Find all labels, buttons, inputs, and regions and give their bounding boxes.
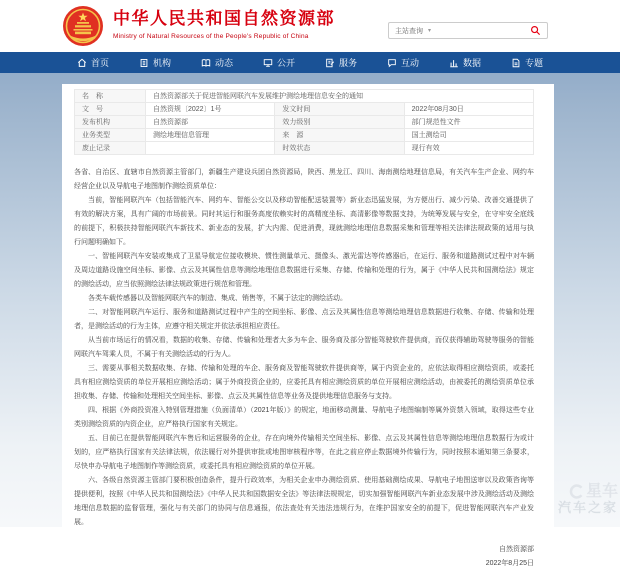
monitor-icon: [263, 58, 273, 68]
meta-value: 2022年08月30日: [404, 103, 533, 116]
nav-label: 公开: [276, 58, 295, 68]
meta-label: 业务类型: [75, 129, 146, 142]
table-row: [75, 116, 534, 129]
chevron-down-icon: ▾: [428, 28, 432, 34]
nav-label: 数据: [462, 58, 481, 68]
paragraph: 二、对智能网联汽车运行、服务和道路测试过程中产生的空间坐标、影像、点云及其属性信息等测绘地理信息数据进行收集、存储、传输和处理者，是测绘活动的行为主体，应遵守相关规定并依法承担相应责任。: [74, 309, 534, 330]
meta-value: [146, 142, 275, 155]
site-search[interactable]: [388, 22, 548, 39]
watermark: [558, 483, 618, 515]
meta-label: 文 号: [75, 103, 146, 116]
site-header: [0, 0, 620, 52]
search-scope-select[interactable]: 主站查询: [395, 27, 423, 35]
meta-value: 自然资源部: [146, 116, 275, 129]
watermark-line2: 汽车之家: [557, 500, 618, 515]
paragraph: 六、各级自然资源主管部门要积极创造条件，提升行政效率，为相关企业申办测绘资质、使用基础测绘成果、导航电子地图送审以及政策咨询等提供便利，按照《中华人民共和国测绘法》《中华人民共和国数据安全法》等法律法规规定，切实加强智能网联汽车新业态发展中涉及测绘活动及测绘地理信息数据的监督管理，强化与有关部门的协同与信息通报，依法查处有关违法违规行为，在维护国家安全的前提下，促进智能网联汽车产业发展。: [74, 477, 534, 526]
paragraph: 三、需要从事相关数据收集、存储、传输和处理的车企、服务商及智能驾驶软件提供商等，属于内资企业的，应依法取得相应测绘资质，或委托具有相应测绘资质的单位开展相应测绘活动；属于外商投资企业的，应委托具有相应测绘资质的单位开展相应测绘活动，由被委托的测绘资质单位承担收集、存储、传输和处理相关空间坐标、影像、点云及其属性信息等业务及提供地理信息服务与支持。: [74, 365, 534, 400]
nav-label: 首页: [90, 58, 109, 68]
site-logo[interactable]: [62, 5, 335, 47]
nav-item-data[interactable]: [434, 52, 496, 73]
book-icon: [201, 58, 211, 68]
paragraph: 各类车载传感器以及智能网联汽车的制造、集成、销售等，不属于法定的测绘活动。: [88, 295, 347, 302]
meta-label: 发文时间: [275, 103, 404, 116]
meta-value: 国土测绘司: [404, 129, 533, 142]
nav-item-home[interactable]: [62, 52, 124, 73]
table-row: [75, 103, 534, 116]
document-meta-table: [74, 89, 534, 155]
signature-org: 自然资源部: [499, 546, 534, 553]
meta-label: 效力级别: [275, 116, 404, 129]
meta-label: 时效状态: [275, 142, 404, 155]
bar-chart-icon: [449, 58, 459, 68]
signature-block: [74, 543, 534, 571]
nav-label: 服务: [338, 58, 357, 68]
nav-item-interaction[interactable]: [372, 52, 434, 73]
meta-label: 来 源: [275, 129, 404, 142]
table-row: [75, 90, 534, 103]
meta-value: 自然资规〔2022〕1号: [146, 103, 275, 116]
document-card: [62, 84, 554, 567]
paragraph: 一、智能网联汽车安装或集成了卫星导航定位接收模块、惯性测量单元、摄像头、激光雷达等传感器后，在运行、服务和道路测试过程中对车辆及周边道路设施空间坐标、影像、点云及其属性信息等测绘地理信息数据进行采集、存储、传输和处理的行为，属于《中华人民共和国测绘法》规定的测绘活动，应当依照测绘法律法规政策进行规范和管理。: [74, 253, 534, 288]
meta-label: 发布机构: [75, 116, 146, 129]
building-icon: [139, 58, 149, 68]
paragraph: 从当前市场运行的情况看，数据的收集、存储、传输和处理者大多为车企、服务商及部分智能驾驶软件提供商，而仅获得辅助驾驶等服务的智能网联汽车驾乘人员，不属于有关测绘活动的行为人。: [74, 337, 534, 358]
table-row: [75, 129, 534, 142]
nav-item-services[interactable]: [310, 52, 372, 73]
nav-item-disclosure[interactable]: [248, 52, 310, 73]
home-icon: [77, 58, 87, 68]
nav-item-org[interactable]: [124, 52, 186, 73]
nav-item-news[interactable]: [186, 52, 248, 73]
meta-value: 现行有效: [404, 142, 533, 155]
site-subtitle: Ministry of Natural Resources of the People's Republic of China: [113, 33, 309, 40]
meta-value: 自然资源部关于促进智能网联汽车发展维护测绘地理信息安全的通知: [146, 90, 534, 103]
document-pencil-icon: [325, 58, 335, 68]
meta-label: 名 称: [75, 90, 146, 103]
main-nav: [0, 52, 620, 73]
nav-label: 专题: [524, 58, 543, 68]
paragraph: 当前，智能网联汽车（包括智能汽车、网约车、智能公交以及移动智能配送装置等）新业态迅猛发展，为方便出行、减少污染、改善交通提供了有效的解决方案，具有广阔的市场前景。同时其运行和服务高度依赖实时的高精度坐标、高清影像等数据支持，为统筹发展与安全，在守牢安全底线的前提下，积极扶持智能网联汽车新技术、新业态的发展，扩大内需、促进消费，现就测绘地理信息数据采集和管理等相关法律法规政策的适用与执行问题明确如下。: [74, 197, 534, 246]
signature-date: 2022年8月25日: [485, 560, 534, 567]
document-body: [74, 166, 534, 571]
watermark-ring-icon: [569, 484, 584, 499]
nav-item-topics[interactable]: [496, 52, 558, 73]
salutation: 各省、自治区、直辖市自然资源主管部门，新疆生产建设兵团自然资源局，陕西、黑龙江、四川、海南测绘地理信息局，有关汽车生产企业、网约车经营企业以及导航电子地图制作测绘资质单位：: [74, 169, 534, 190]
site-title: 中华人民共和国自然资源部: [113, 9, 335, 28]
chat-bubble-icon: [387, 58, 397, 68]
paragraph: 四、根据《外商投资准入特别管理措施（负面清单）（2021年版）》的规定，地面移动测量、导航电子地图编制等属外资禁入领域，取得这些专业类别测绘资质的内资企业，应严格执行国家有关规定。: [74, 407, 534, 428]
nav-label: 机构: [152, 58, 171, 68]
search-icon[interactable]: [530, 25, 541, 36]
paragraph: 五、目前已在提供智能网联汽车售后和运营服务的企业，存在向境外传输相关空间坐标、影像、点云及其属性信息等测绘地理信息数据行为或计划的，应严格执行国家有关法律法规，依法履行对外提供审批或地图审核程序等，在此之前应停止数据境外传输行为，同时按照本通知第三条要求，尽快申办导航电子地图制作等测绘资质，或委托具有相应测绘资质的单位开展。: [74, 435, 534, 470]
nav-label: 互动: [400, 58, 419, 68]
meta-value: 测绘地理信息管理: [146, 129, 275, 142]
meta-value: 部门规范性文件: [404, 116, 533, 129]
nav-label: 动态: [214, 58, 233, 68]
file-icon: [511, 58, 521, 68]
national-emblem-icon: [62, 5, 104, 47]
meta-label: 废止记录: [75, 142, 146, 155]
watermark-line1: 星车: [585, 483, 618, 500]
table-row: [75, 142, 534, 155]
